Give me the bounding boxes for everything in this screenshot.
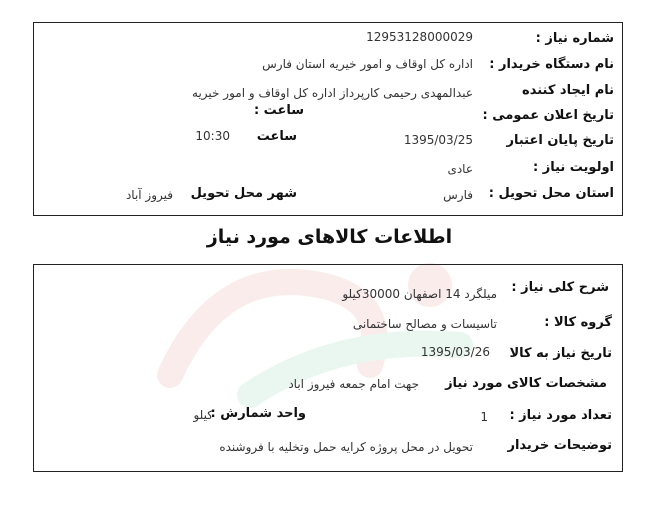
description-label: شرح کلی نیاز : <box>511 280 609 295</box>
need-number-label: شماره نیاز : <box>535 31 614 46</box>
goods-section-title: اطلاعات کالاهای مورد نیاز <box>206 226 453 248</box>
group-value: تاسیسات و مصالح ساختمانی <box>352 317 497 331</box>
public-announce-time-label: ساعت : <box>253 103 304 118</box>
need-date-label: تاریخ نیاز به کالا <box>509 346 612 361</box>
priority-value: عادی <box>447 162 473 176</box>
delivery-province-label: استان محل تحویل : <box>488 186 614 201</box>
delivery-city-value: فیروز آباد <box>125 188 173 202</box>
delivery-province-value: فارس <box>443 188 473 202</box>
unit-label: واحد شمارش : <box>210 406 306 421</box>
quantity-value: 1 <box>480 410 488 424</box>
expiry-label: تاریخ پایان اعتبار <box>506 133 614 148</box>
specs-value: جهت امام جمعه فیروز اباد <box>288 377 419 391</box>
public-announce-label: تاریخ اعلان عمومی : <box>482 108 614 123</box>
description-value: میلگرد 14 اصفهان 30000کیلو <box>342 287 497 301</box>
buyer-org-label: نام دستگاه خریدار : <box>489 57 614 72</box>
expiry-time: 10:30 <box>195 129 230 143</box>
buyer-org-value: اداره کل اوقاف و امور خیریه استان فارس <box>262 57 473 71</box>
need-number-value: 12953128000029 <box>366 30 473 44</box>
priority-label: اولویت نیاز : <box>532 160 614 175</box>
group-label: گروه کالا : <box>544 315 612 330</box>
buyer-notes-label: توضیحات خریدار <box>507 438 612 453</box>
expiry-date: 1395/03/25 <box>403 133 473 147</box>
specs-label: مشخصات کالای مورد نیاز <box>445 376 607 391</box>
creator-value: عبدالمهدی رحیمی کارپرداز اداره کل اوقاف و امور خیریه <box>192 86 473 100</box>
unit-value: کیلو <box>193 408 213 422</box>
delivery-city-label: شهر محل تحویل <box>190 186 297 201</box>
expiry-time-label: ساعت <box>256 129 297 144</box>
buyer-notes-value: تحویل در محل پروژه کرایه حمل وتخلیه با فروشنده <box>219 440 473 454</box>
need-date-value: 1395/03/26 <box>420 345 490 359</box>
quantity-label: تعداد مورد نیاز : <box>509 408 612 423</box>
creator-label: نام ایجاد کننده <box>522 83 614 98</box>
